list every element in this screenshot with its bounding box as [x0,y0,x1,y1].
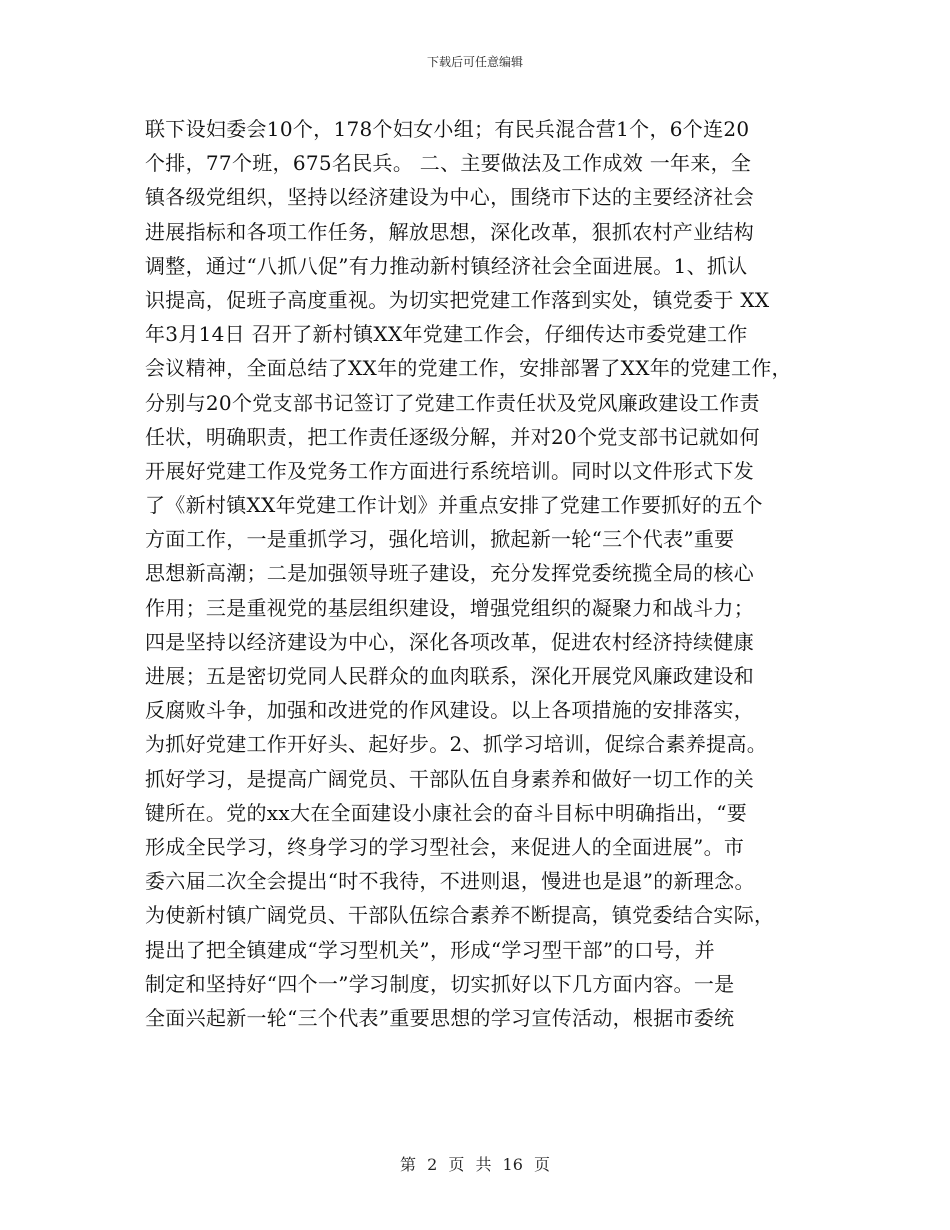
body-line: 全面兴起新一轮“三个代表”重要思想的学习宣传活动，根据市委统 [145,1005,735,1030]
body-line: 分别与20个党支部书记签订了党建工作责任状及党风廉政建设工作责 [145,390,760,415]
page-header-note: 下载后可任意编辑 [426,55,523,69]
body-line: 方面工作，一是重抓学习，强化培训，掀起新一轮“三个代表”重要 [145,527,735,552]
document-body [145,112,825,1035]
body-line: 键所在。党的xx大在全面建设小康社会的奋斗目标中明确指出，“要 [145,800,748,825]
body-line: 作用；三是重视党的基层组织建设，增强党组织的凝聚力和战斗力； [145,595,754,620]
page-number: 第 2 页 共 16 页 [400,1155,550,1174]
body-line: 镇各级党组织，坚持以经济建设为中心，围绕市下达的主要经济社会 [145,185,754,210]
body-line: 开展好党建工作及党务工作方面进行系统培训。同时以文件形式下发 [145,458,754,483]
body-line: 任状，明确职责，把工作责任逐级分解，并对20个党支部书记就如何 [145,424,760,449]
body-line: 抓好学习，是提高广阔党员、干部队伍自身素养和做好一切工作的关 [145,766,754,791]
body-line: 了《新村镇XX年党建工作计划》并重点安排了党建工作要抓好的五个 [145,493,763,518]
body-line: 个排，77个班，675名民兵。 二、主要做法及工作成效 一年来，全 [145,151,752,176]
body-line: 调整，通过“八抓八促”有力推动新村镇经济社会全面进展。1、抓认 [145,253,748,278]
body-line: 思想新高潮；二是加强领导班子建设，充分发挥党委统揽全局的核心 [145,561,754,586]
body-line: 进展；五是密切党同人民群众的血肉联系，深化开展党风廉政建设和 [145,664,754,688]
body-line: 四是坚持以经济建设为中心，深化各项改革，促进农村经济持续健康 [145,629,754,654]
body-line: 为抓好党建工作开好头、起好步。2、抓学习培训，促综合素养提高。 [145,732,768,757]
body-line: 识提高，促班子高度重视。为切实把党建工作落到实处，镇党委于 XX [145,287,770,312]
body-line: 为使新村镇广阔党员、干部队伍综合素养不断提高，镇党委结合实际， [145,903,775,928]
body-line: 联下设妇委会10个，178个妇女小组；有民兵混合营1个，6个连20 [145,117,750,141]
body-line: 提出了把全镇建成“学习型机关”，形成“学习型干部”的口号，并 [145,937,715,962]
body-line: 反腐败斗争，加强和改进党的作风建设。以上各项措施的安排落实， [145,698,754,723]
body-line: 委六届二次全会提出“时不我待，不进则退，慢进也是退”的新理念。 [145,869,755,894]
body-line: 形成全民学习，终身学习的学习型社会，来促进人的全面进展”。市 [145,834,745,859]
body-line: 年3月14日 召开了新村镇XX年党建工作会，仔细传达市委党建工作 [145,322,748,347]
body-line: 进展指标和各项工作任务，解放思想，深化改革，狠抓农村产业结构 [145,219,754,244]
body-line: 会议精神，全面总结了XX年的党建工作，安排部署了XX年的党建工作， [145,356,792,381]
body-line: 制定和坚持好“四个一”学习制度，切实抓好以下几方面内容。一是 [145,971,735,996]
